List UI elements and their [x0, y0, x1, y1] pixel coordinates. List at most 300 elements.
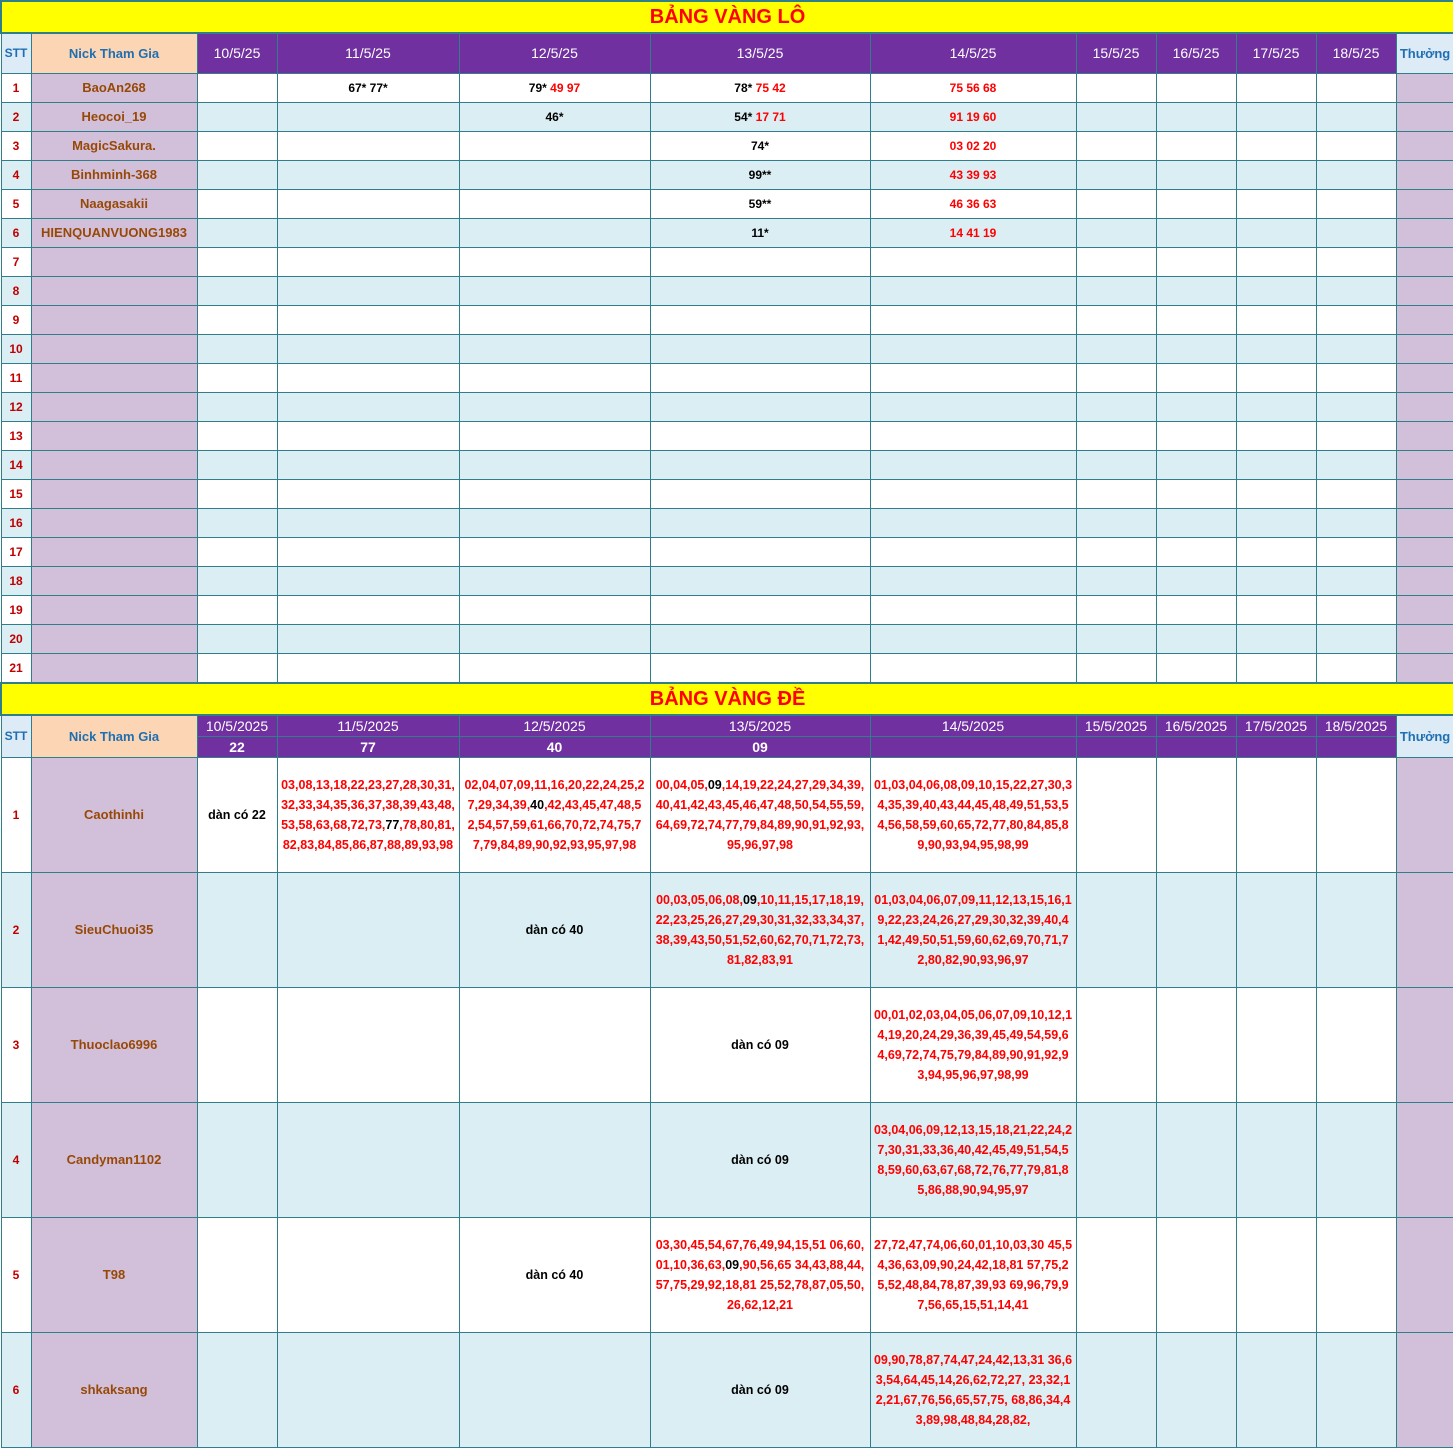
lo-day-cell [1076, 102, 1156, 131]
de-number-segment: 01,03,04,06,08,09,10,15,22,27,30,34,35,39,40,43,44,45,48,49,51,53,54,56,58,59,60,65,72,77,80,84,85,89,90,93,94,95,98,99 [873, 777, 1073, 852]
lo-day-cell [870, 624, 1076, 653]
lo-day-cell [650, 218, 870, 247]
lo-table-row [1, 247, 1453, 276]
de-result [870, 736, 1076, 757]
lo-day-cell [197, 247, 277, 276]
de-day-cell [650, 757, 870, 872]
de-number-segment: ,42,43,45,47,48,52,54,57,59,61,66,70,72,74,75,77,79,84,89,90,92,93,95,97,98 [467, 797, 642, 852]
lo-day-cell [650, 508, 870, 537]
de-row-nick: SieuChuoi35 [31, 872, 197, 987]
lo-day-cell [197, 508, 277, 537]
lo-day-cell [1316, 276, 1396, 305]
lo-day-cell [1076, 508, 1156, 537]
lo-day-cell [650, 334, 870, 363]
de-number-segment: dàn có 22 [208, 807, 266, 822]
de-number-segment: ,10,11,15,17,18,19,22,23,25,26,27,29,30,31,32,33,34,37,38,39,43,50,51,52,60,62,70,71,72,73,81,82,83,91 [655, 892, 865, 967]
lo-number-segment: 99** [748, 167, 772, 182]
lo-day-cell [277, 537, 459, 566]
lo-table-row [1, 450, 1453, 479]
lo-day-cell [1316, 189, 1396, 218]
lo-day-cell [459, 363, 650, 392]
lo-day-cell [1316, 247, 1396, 276]
lo-date-header: 17/5/25 [1236, 33, 1316, 73]
de-number-segment: dàn có 09 [731, 1152, 789, 1167]
de-row-thuong [1396, 1102, 1453, 1217]
lo-day-cell [870, 421, 1076, 450]
lo-day-cell [459, 508, 650, 537]
de-day-cell [277, 1332, 459, 1447]
de-table [0, 682, 1453, 1448]
lo-day-cell [650, 479, 870, 508]
lo-row-thuong [1396, 450, 1453, 479]
lo-day-cell [1076, 363, 1156, 392]
lo-cell-text [871, 139, 1076, 153]
lo-row-thuong [1396, 363, 1453, 392]
lo-day-cell [1316, 218, 1396, 247]
lo-day-cell [650, 450, 870, 479]
lo-table-row [1, 624, 1453, 653]
lo-number-segment: 46 36 63 [949, 196, 997, 211]
lo-day-cell [459, 189, 650, 218]
lo-day-cell [650, 189, 870, 218]
lo-row-stt: 3 [1, 131, 31, 160]
de-result [1316, 736, 1396, 757]
de-row-nick: Candyman1102 [31, 1102, 197, 1217]
lo-table-row [1, 189, 1453, 218]
de-row-nick: shkaksang [31, 1332, 197, 1447]
de-day-cell [1076, 1217, 1156, 1332]
lo-body [1, 73, 1453, 682]
lo-day-cell [1156, 160, 1236, 189]
lo-table-row [1, 102, 1453, 131]
lo-table-row [1, 392, 1453, 421]
de-day-cell [650, 872, 870, 987]
lo-day-cell [197, 334, 277, 363]
lo-row-stt: 14 [1, 450, 31, 479]
lo-row-thuong [1396, 624, 1453, 653]
de-thuong-header: Thưởng [1396, 715, 1453, 757]
lo-day-cell [277, 363, 459, 392]
de-day-cell [277, 757, 459, 872]
lo-row-nick: BaoAn268 [31, 73, 197, 102]
de-day-cell [197, 757, 277, 872]
lo-day-cell [197, 131, 277, 160]
de-day-cell [1236, 872, 1316, 987]
lo-day-cell [197, 305, 277, 334]
de-day-cell [1076, 987, 1156, 1102]
lo-day-cell [1236, 479, 1316, 508]
lo-day-cell [650, 247, 870, 276]
lo-row-nick: Naagasakii [31, 189, 197, 218]
de-number-segment: 40 [530, 797, 545, 812]
de-number-segment: ,90,56,65 34,43,88,44,57,75,29,92,18,81 25,52,78,87,05,50,26,62,12,21 [655, 1257, 865, 1312]
lo-row-nick [31, 392, 197, 421]
lo-day-cell [1236, 566, 1316, 595]
de-number-segment: dàn có 09 [731, 1382, 789, 1397]
de-date-header: 14/5/2025 [870, 715, 1076, 736]
lo-table-row [1, 479, 1453, 508]
lo-day-cell [277, 305, 459, 334]
lo-day-cell [277, 653, 459, 682]
de-number-segment: 03,08,13,18,22,23,27,28,30,31,32,33,34,35,36,37,38,39,43,48,53,58,63,68,72,73, [281, 777, 455, 832]
lo-day-cell [1156, 305, 1236, 334]
lo-day-cell [870, 131, 1076, 160]
de-day-cell [197, 872, 277, 987]
lo-row-stt: 2 [1, 102, 31, 131]
lo-row-thuong [1396, 247, 1453, 276]
lo-day-cell [1236, 624, 1316, 653]
lo-cell-text [871, 226, 1076, 240]
lo-cell-text [651, 197, 870, 211]
lo-day-cell [197, 218, 277, 247]
de-day-cell [1236, 1332, 1316, 1447]
lo-day-cell [1316, 363, 1396, 392]
lo-row-nick [31, 276, 197, 305]
lo-cell-text [278, 81, 459, 95]
lo-day-cell [1076, 421, 1156, 450]
de-day-cell [650, 1217, 870, 1332]
de-table-row [1, 757, 1453, 872]
lo-table-row [1, 160, 1453, 189]
lo-row-thuong [1396, 508, 1453, 537]
de-day-cell [870, 757, 1076, 872]
de-number-segment: dàn có 40 [525, 1267, 584, 1282]
lo-row-nick [31, 537, 197, 566]
lo-nick-header: Nick Tham Gia [31, 33, 197, 73]
lo-date-header: 10/5/25 [197, 33, 277, 73]
lo-row-stt: 1 [1, 73, 31, 102]
lo-row-nick [31, 479, 197, 508]
lo-row-nick: MagicSakura. [31, 131, 197, 160]
de-cell-text [651, 1380, 870, 1400]
lo-day-cell [459, 131, 650, 160]
lo-day-cell [1236, 392, 1316, 421]
lo-day-cell [1236, 160, 1316, 189]
lo-day-cell [870, 102, 1076, 131]
lo-day-cell [1156, 566, 1236, 595]
de-date-header: 16/5/2025 [1156, 715, 1236, 736]
lo-day-cell [1316, 624, 1396, 653]
lo-day-cell [870, 537, 1076, 566]
de-table-row [1, 1332, 1453, 1447]
lo-day-cell [1076, 305, 1156, 334]
lo-number-segment: 11* [751, 225, 769, 240]
lo-day-cell [1076, 189, 1156, 218]
lo-day-cell [1236, 73, 1316, 102]
lo-row-stt: 13 [1, 421, 31, 450]
lo-table-row [1, 131, 1453, 160]
lo-day-cell [650, 363, 870, 392]
lo-row-thuong [1396, 131, 1453, 160]
lo-day-cell [197, 450, 277, 479]
lo-row-nick: HIENQUANVUONG1983 [31, 218, 197, 247]
lo-day-cell [650, 160, 870, 189]
lo-day-cell [1156, 624, 1236, 653]
lo-day-cell [1156, 102, 1236, 131]
lo-day-cell [197, 566, 277, 595]
lo-day-cell [277, 131, 459, 160]
lo-day-cell [277, 218, 459, 247]
lo-row-thuong [1396, 421, 1453, 450]
lo-day-cell [1316, 392, 1396, 421]
lo-cell-text [460, 81, 650, 95]
de-result: 09 [650, 736, 870, 757]
lo-row-stt: 18 [1, 566, 31, 595]
de-day-cell [1316, 987, 1396, 1102]
lo-day-cell [1316, 450, 1396, 479]
lo-day-cell [459, 218, 650, 247]
de-day-cell [277, 987, 459, 1102]
lo-day-cell [870, 73, 1076, 102]
de-number-segment: 77 [385, 817, 400, 832]
de-day-cell [459, 1102, 650, 1217]
de-row-stt: 4 [1, 1102, 31, 1217]
lo-day-cell [1316, 479, 1396, 508]
de-cell-text [871, 1235, 1076, 1315]
lo-day-cell [1076, 566, 1156, 595]
de-number-segment: 00,04,05, [655, 777, 708, 792]
lo-day-cell [1076, 537, 1156, 566]
lo-row-stt: 10 [1, 334, 31, 363]
lo-day-cell [1236, 537, 1316, 566]
lo-table-row [1, 334, 1453, 363]
lo-day-cell [870, 450, 1076, 479]
lo-day-cell [459, 624, 650, 653]
lo-day-cell [1076, 160, 1156, 189]
lo-day-cell [277, 160, 459, 189]
lo-day-cell [1076, 276, 1156, 305]
de-number-segment: dàn có 40 [525, 922, 584, 937]
de-date-header: 15/5/2025 [1076, 715, 1156, 736]
de-cell-text [871, 1120, 1076, 1200]
lo-date-header: 11/5/25 [277, 33, 459, 73]
lo-number-segment: 14 41 19 [949, 225, 997, 240]
lo-day-cell [1156, 392, 1236, 421]
de-cell-text [871, 1350, 1076, 1430]
lo-number-segment: 59** [748, 196, 772, 211]
de-body [1, 757, 1453, 1447]
lo-row-nick [31, 450, 197, 479]
lo-day-cell [1156, 363, 1236, 392]
de-date-header: 12/5/2025 [459, 715, 650, 736]
lo-cell-text [651, 110, 870, 124]
lo-day-cell [1316, 131, 1396, 160]
lo-day-cell [870, 218, 1076, 247]
de-day-cell [197, 1217, 277, 1332]
lo-day-cell [277, 450, 459, 479]
lo-day-cell [277, 102, 459, 131]
lo-day-cell [197, 479, 277, 508]
de-date-header: 13/5/2025 [650, 715, 870, 736]
de-number-segment: ,78,80,81,82,83,84,85,86,87,88,89,93,98 [282, 817, 455, 852]
de-day-cell [277, 872, 459, 987]
lo-cell-text [871, 110, 1076, 124]
de-row-stt: 6 [1, 1332, 31, 1447]
lo-table-row [1, 537, 1453, 566]
lo-day-cell [870, 160, 1076, 189]
de-date-header: 17/5/2025 [1236, 715, 1316, 736]
lo-number-segment: 46* [545, 109, 564, 124]
lo-day-cell [197, 189, 277, 218]
lo-day-cell [1076, 334, 1156, 363]
lo-date-header: 18/5/25 [1316, 33, 1396, 73]
de-day-cell [277, 1217, 459, 1332]
de-cell-text [460, 920, 650, 940]
de-number-segment: 09 [707, 777, 722, 792]
lo-day-cell [650, 305, 870, 334]
lo-day-cell [650, 131, 870, 160]
lo-row-nick: Binhminh-368 [31, 160, 197, 189]
lo-day-cell [650, 653, 870, 682]
lo-day-cell [1156, 508, 1236, 537]
lo-row-thuong [1396, 305, 1453, 334]
de-day-cell [197, 987, 277, 1102]
lo-day-cell [1236, 421, 1316, 450]
lo-day-cell [459, 595, 650, 624]
lo-row-nick: Heocoi_19 [31, 102, 197, 131]
lo-table-row [1, 421, 1453, 450]
lo-day-cell [870, 189, 1076, 218]
lo-thuong-header: Thưởng [1396, 33, 1453, 73]
lo-day-cell [1156, 131, 1236, 160]
lo-day-cell [1236, 653, 1316, 682]
de-day-cell [1316, 1102, 1396, 1217]
de-day-cell [1236, 987, 1316, 1102]
de-cell-text [651, 1150, 870, 1170]
lo-day-cell [1156, 276, 1236, 305]
de-number-segment: dàn có 09 [731, 1037, 789, 1052]
lo-row-thuong [1396, 479, 1453, 508]
lo-day-cell [1156, 421, 1236, 450]
lo-table-row [1, 363, 1453, 392]
de-row-stt: 2 [1, 872, 31, 987]
lo-day-cell [1156, 334, 1236, 363]
lo-day-cell [459, 276, 650, 305]
de-date-header: 10/5/2025 [197, 715, 277, 736]
de-stt-header: STT [1, 715, 31, 757]
lo-day-cell [459, 305, 650, 334]
lo-number-segment: 49 97 [546, 80, 581, 95]
de-cell-text [651, 775, 870, 855]
lo-number-segment: 03 02 20 [949, 138, 997, 153]
de-day-cell [1236, 1102, 1316, 1217]
lo-day-cell [1156, 189, 1236, 218]
lo-number-segment: 79* [528, 80, 547, 95]
lo-day-cell [459, 73, 650, 102]
lo-day-cell [277, 276, 459, 305]
de-cell-text [460, 775, 650, 855]
lo-row-nick [31, 508, 197, 537]
lo-title: BẢNG VÀNG LÔ [1, 1, 1453, 33]
lo-row-stt: 15 [1, 479, 31, 508]
lo-day-cell [1156, 653, 1236, 682]
lo-day-cell [1156, 73, 1236, 102]
lo-row-stt: 17 [1, 537, 31, 566]
lo-day-cell [1316, 537, 1396, 566]
lo-day-cell [1236, 218, 1316, 247]
lo-day-cell [459, 247, 650, 276]
de-day-cell [459, 872, 650, 987]
lo-row-thuong [1396, 392, 1453, 421]
lo-day-cell [1316, 73, 1396, 102]
de-number-segment: 03,04,06,09,12,13,15,18,21,22,24,27,30,31,33,36,40,42,45,49,51,54,58,59,60,63,67,68,72,76,77,79,81,85,86,88,90,94,95,97 [873, 1122, 1073, 1197]
de-row-nick: Caothinhi [31, 757, 197, 872]
de-day-cell [1236, 1217, 1316, 1332]
lo-day-cell [1316, 653, 1396, 682]
lo-day-cell [1076, 479, 1156, 508]
lo-day-cell [1316, 334, 1396, 363]
lo-day-cell [1236, 450, 1316, 479]
lo-row-thuong [1396, 334, 1453, 363]
lo-day-cell [197, 363, 277, 392]
de-number-segment: 09,90,78,87,74,47,24,42,13,31 36,63,54,64,45,14,26,62,72,27, 23,32,12,21,67,76,56,65,57,75, 68,86,34,43,89,98,48,84,28,82, [873, 1352, 1073, 1427]
lo-row-thuong [1396, 102, 1453, 131]
lo-cell-text [651, 81, 870, 95]
de-row-nick: T98 [31, 1217, 197, 1332]
lo-row-stt: 21 [1, 653, 31, 682]
lo-day-cell [1316, 421, 1396, 450]
de-day-cell [1236, 757, 1316, 872]
lo-row-thuong [1396, 653, 1453, 682]
de-number-segment: 09 [742, 892, 757, 907]
lo-day-cell [277, 595, 459, 624]
lo-day-cell [1156, 595, 1236, 624]
de-date-header: 18/5/2025 [1316, 715, 1396, 736]
lo-day-cell [277, 334, 459, 363]
de-day-cell [870, 872, 1076, 987]
de-cell-text [460, 1265, 650, 1285]
de-day-cell [459, 987, 650, 1102]
de-number-segment: 00,03,05,06,08, [656, 892, 743, 907]
lo-table-row [1, 305, 1453, 334]
de-day-cell [650, 1332, 870, 1447]
de-day-cell [1076, 1332, 1156, 1447]
de-number-segment: 03,30,45,54,67,76,49,94,15,51 06,60,01,10,36,63, [655, 1237, 865, 1272]
lo-day-cell [650, 421, 870, 450]
lo-day-cell [1316, 305, 1396, 334]
lo-row-nick [31, 334, 197, 363]
de-number-segment: 00,01,02,03,04,05,06,07,09,10,12,14,19,20,24,29,36,39,45,49,54,59,64,69,72,74,75,79,84,89,90,91,92,93,94,95,96,97,98,99 [873, 1007, 1073, 1082]
lo-day-cell [197, 421, 277, 450]
lo-date-header: 13/5/25 [650, 33, 870, 73]
lo-row-nick [31, 595, 197, 624]
lo-day-cell [1236, 276, 1316, 305]
lo-cell-text [871, 81, 1076, 95]
de-result [1076, 736, 1156, 757]
lo-header-row [1, 33, 1453, 73]
de-cell-text [651, 1035, 870, 1055]
lo-day-cell [1076, 624, 1156, 653]
de-cell-text [651, 890, 870, 970]
lo-day-cell [277, 421, 459, 450]
de-cell-text [198, 805, 277, 825]
lo-table-row [1, 73, 1453, 102]
de-row-thuong [1396, 987, 1453, 1102]
lo-day-cell [870, 479, 1076, 508]
lo-day-cell [459, 537, 650, 566]
lo-day-cell [870, 566, 1076, 595]
de-number-segment: 27,72,47,74,06,60,01,10,03,30 45,54,36,63,09,90,24,42,18,81 57,75,25,52,48,84,78,87,39,93 69,96,79,97,56,65,15,51,14,41 [873, 1237, 1073, 1312]
de-result: 22 [197, 736, 277, 757]
lo-row-thuong [1396, 160, 1453, 189]
lo-day-cell [870, 363, 1076, 392]
de-result: 77 [277, 736, 459, 757]
de-day-cell [1076, 1102, 1156, 1217]
lo-day-cell [459, 653, 650, 682]
lo-day-cell [197, 276, 277, 305]
lo-day-cell [870, 595, 1076, 624]
lo-day-cell [277, 392, 459, 421]
